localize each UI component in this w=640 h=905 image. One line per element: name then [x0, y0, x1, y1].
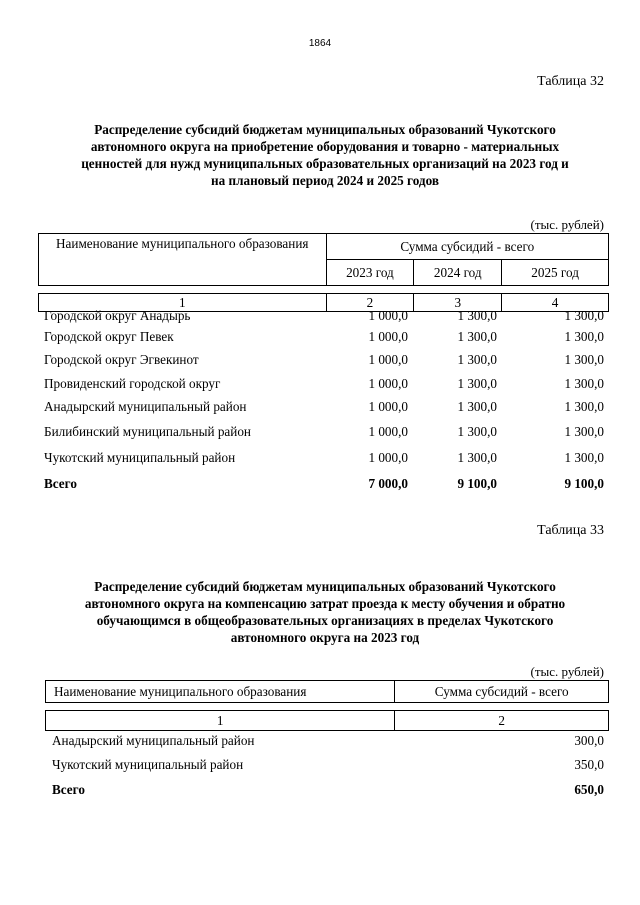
title-line: Распределение субсидий бюджетам муниципальных образований Чукотского	[94, 579, 556, 594]
header-number-3: 3	[414, 294, 502, 312]
header-name-cell: Наименование муниципального образования	[46, 681, 395, 703]
total-value-2024: 9 100,0	[457, 476, 497, 491]
title-line: на плановый период 2024 и 2025 годов	[211, 173, 439, 188]
title-line: автономного округа на 2023 год	[230, 630, 420, 645]
title-line: обучающимся в общеобразовательных организациях в пределах Чукотского	[96, 613, 554, 628]
row-value-2024: 1 300,0	[457, 376, 497, 391]
row-value-2025: 1 300,0	[564, 450, 604, 465]
total-label: Всего	[44, 476, 77, 491]
page-number: 1864	[308, 38, 332, 49]
header-year-2024: 2024 год	[414, 260, 502, 286]
row-value-2025: 1 300,0	[564, 424, 604, 439]
row-value-2024: 1 300,0	[457, 424, 497, 439]
title-line: Распределение субсидий бюджетам муниципальных образований Чукотского	[94, 122, 556, 137]
title-line: автономного округа на компенсацию затрат проезда к месту обучения и обратно	[84, 596, 566, 611]
header-year-2023: 2023 год	[326, 260, 414, 286]
row-value-2023: 1 000,0	[368, 450, 408, 465]
table-33-title	[30, 578, 620, 646]
row-value-2023: 1 000,0	[368, 329, 408, 344]
table-33-units: (тыс. рублей)	[530, 664, 604, 679]
row-value-2024: 1 300,0	[457, 399, 497, 414]
row-name: Чукотский муниципальный район	[52, 757, 244, 772]
table-33-label: Таблица 33	[537, 523, 604, 538]
table-32-label: Таблица 32	[537, 74, 604, 89]
row-name: Городской округ Певек	[44, 329, 174, 344]
row-value-2025: 1 300,0	[564, 329, 604, 344]
header-sum-cell: Сумма субсидий - всего	[326, 234, 609, 260]
row-value: 350,0	[574, 757, 604, 772]
row-value-2025: 1 300,0	[564, 308, 604, 323]
row-name: Чукотский муниципальный район	[44, 450, 236, 465]
row-value-2024: 1 300,0	[457, 329, 497, 344]
row-name: Провиденский городской округ	[44, 376, 221, 391]
row-value: 300,0	[574, 733, 604, 748]
row-name: Анадырский муниципальный район	[44, 399, 247, 414]
row-value-2024: 1 300,0	[457, 352, 497, 367]
total-value: 650,0	[574, 782, 604, 797]
header-year-2025: 2025 год	[502, 260, 609, 286]
total-value-2023: 7 000,0	[368, 476, 408, 491]
row-value-2023: 1 000,0	[368, 424, 408, 439]
row-value-2023: 1 000,0	[368, 352, 408, 367]
row-value-2024: 1 300,0	[457, 308, 497, 323]
header-number-2: 2	[395, 711, 609, 731]
row-value-2025: 1 300,0	[564, 376, 604, 391]
row-value-2023: 1 000,0	[368, 308, 408, 323]
header-name-cell: Наименование муниципального образования	[39, 234, 327, 286]
row-value-2025: 1 300,0	[564, 352, 604, 367]
row-value-2024: 1 300,0	[457, 450, 497, 465]
header-number-4: 4	[502, 294, 609, 312]
total-value-2025: 9 100,0	[564, 476, 604, 491]
header-number-2: 2	[326, 294, 414, 312]
header-sum-cell: Сумма субсидий - всего	[395, 681, 609, 703]
header-number-1: 1	[46, 711, 395, 731]
row-value-2023: 1 000,0	[368, 399, 408, 414]
row-value-2025: 1 300,0	[564, 399, 604, 414]
row-name: Анадырский муниципальный район	[52, 733, 255, 748]
header-number-1: 1	[39, 294, 327, 312]
row-name: Городской округ Анадырь	[44, 308, 191, 323]
title-line: автономного округа на приобретение оборудования и товарно - материальных	[90, 139, 560, 154]
row-name: Городской округ Эгвекинот	[44, 352, 199, 367]
row-value-2023: 1 000,0	[368, 376, 408, 391]
table-32-title	[30, 121, 620, 189]
table-32-header	[38, 233, 609, 312]
row-name: Билибинский муниципальный район	[44, 424, 251, 439]
total-label: Всего	[52, 782, 85, 797]
table-33-header	[45, 680, 609, 731]
table-32-units: (тыс. рублей)	[530, 217, 604, 232]
title-line: ценностей для нужд муниципальных образовательных организаций на 2023 год и	[81, 156, 569, 171]
